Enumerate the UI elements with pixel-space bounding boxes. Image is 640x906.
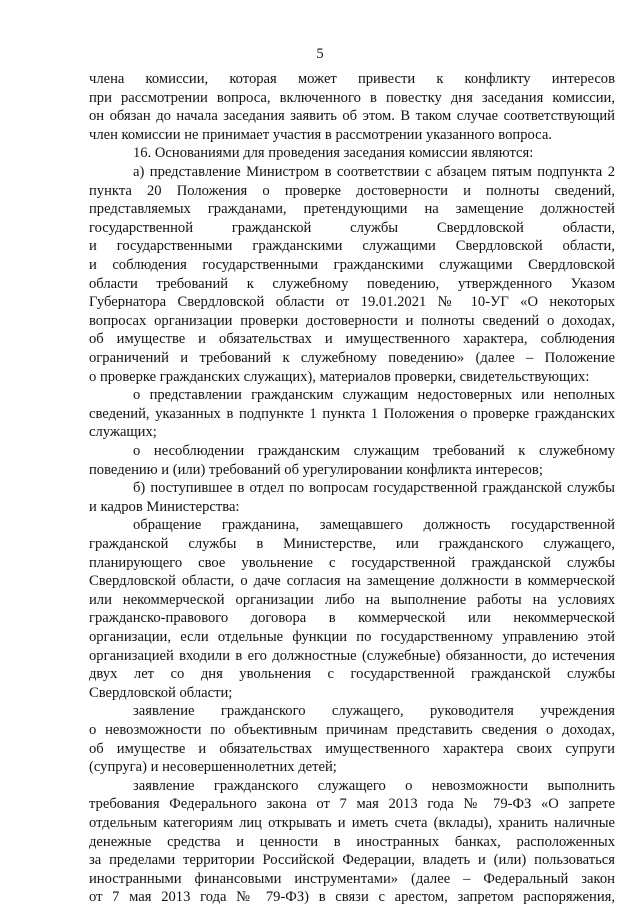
text-line: представляемых гражданами, претендующими на замещение должностей — [89, 201, 615, 218]
text-line: а) представление Министром в соответствии с абзацем пятым подпункта 2 — [133, 164, 615, 180]
text-line: Свердловской области; — [89, 684, 233, 701]
text-line: член комиссии не принимает участия в рассмотрении указанного вопроса. — [89, 126, 552, 143]
text-line: о несоблюдении гражданским служащим требований к служебному — [133, 443, 615, 459]
text-line: об имуществе и обязательствах и имущественного характера, соблюдения — [89, 331, 615, 348]
text-line: от 7 мая 2013 года № 79-ФЗ) в связи с арестом, запретом распоряжения, — [89, 889, 615, 906]
text-line: иностранными финансовыми инструментами» (далее – Федеральный закон — [89, 870, 615, 887]
page-number: 5 — [316, 46, 324, 62]
text-line: он обязан до начала заседания заявить об этом. В таком случае соответствующий — [89, 108, 615, 125]
text-line: вопросах организации проверки достоверности и полноты сведений о доходах, — [89, 312, 615, 329]
text-line: заявление гражданского служащего, руководителя учреждения — [133, 703, 615, 720]
text-line: об имуществе и обязательствах имущественного характера своих супруги — [89, 740, 615, 757]
text-line: б) поступившее в отдел по вопросам государственной гражданской службы — [133, 480, 615, 497]
text-line: области требований к служебному поведению, утвержденного Указом — [89, 275, 615, 292]
text-line: Губернатора Свердловской области от 19.01.2021 № 10-УГ «О некоторых — [89, 294, 615, 311]
text-line: при рассмотрении вопроса, включенного в повестку дня заседания комиссии, — [89, 89, 615, 106]
text-line: планирующего свое увольнение с государственной гражданской службы — [89, 554, 615, 571]
text-line: денежные средства и ценности в иностранных банках, расположенных — [89, 833, 615, 850]
text-line: или некоммерческой организации либо на выполнение работы на условиях — [89, 591, 615, 608]
text-line: члена комиссии, которая может привести к конфликту интересов — [89, 71, 615, 87]
text-line: и соблюдения государственными гражданскими служащими Свердловской — [89, 257, 615, 273]
text-line: организации, если отдельные функции по государственному управлению этой — [89, 629, 615, 645]
text-line: Свердловской области, о даче согласия на замещение должности в коммерческой — [89, 573, 615, 590]
text-line: требования Федерального закона от 7 мая 2013 года № 79-ФЗ «О запрете — [89, 796, 615, 813]
text-line: о проверке гражданских служащих), материалов проверки, свидетельствующих: — [89, 368, 590, 385]
text-line: о невозможности по объективным причинам представить сведения о доходах, — [89, 722, 615, 738]
text-line: отдельным категориям лиц открывать и иметь счета (вклады), хранить наличные — [89, 815, 615, 831]
text-line: ограничений и требований к служебному поведению» (далее – Положение — [89, 350, 615, 366]
text-line: за пределами территории Российской Федерации, владеть и (или) пользоваться — [89, 852, 615, 869]
text-line: о представлении гражданским служащим недостоверных или неполных — [133, 387, 615, 404]
text-line: поведению и (или) требований об урегулировании конфликта интересов; — [89, 461, 543, 478]
text-line: гражданско-правового договора в коммерческой или некоммерческой — [89, 610, 615, 627]
text-line: и кадров Министерства: — [89, 498, 240, 515]
text-line: служащих; — [89, 424, 157, 441]
text-line: обращение гражданина, замещавшего должность государственной — [133, 517, 615, 534]
text-line: гражданской службы в Министерстве, или гражданского служащего, — [89, 536, 615, 552]
text-line: пункта 20 Положения о проверке достоверности и полноты сведений, — [89, 182, 615, 199]
text-line: организацией входили в его должностные (служебные) обязанности, до истечения — [89, 647, 615, 664]
text-line: государственной гражданской службы Свердловской области, — [89, 219, 615, 236]
text-line: 16. Основаниями для проведения заседания комиссии являются: — [133, 145, 534, 162]
text-line: заявление гражданского служащего о невозможности выполнить — [133, 777, 615, 794]
text-line: (супруга) и несовершеннолетних детей; — [89, 759, 337, 776]
text-line: и государственными гражданскими служащими Свердловской области, — [89, 238, 615, 255]
text-line: двух лет со дня увольнения с государственной гражданской службы — [89, 666, 615, 683]
text-line: сведений, указанных в подпункте 1 пункта 1 Положения о проверке гражданских — [89, 405, 615, 422]
